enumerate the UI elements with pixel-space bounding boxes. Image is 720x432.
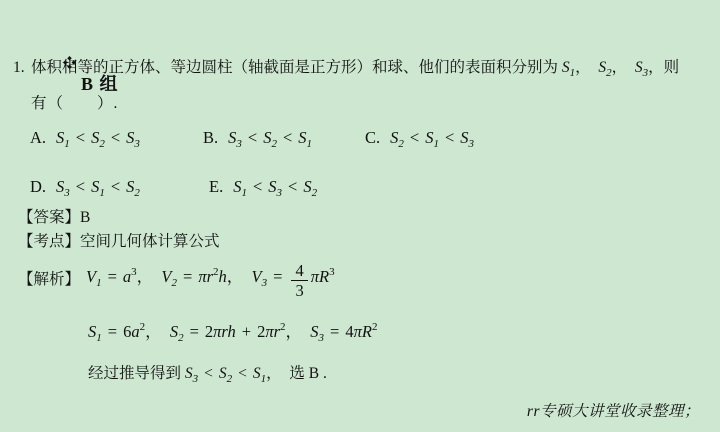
answer-tag: 【答案】	[18, 209, 81, 226]
option-d-label: D.	[30, 177, 47, 196]
option-d	[30, 175, 140, 205]
option-c	[365, 126, 474, 156]
surface-formulas: $S_1 = 6a^2$， $S_2 = 2\pi rh + 2\pi r^2$， $S_3 = 4\pi R^2$	[88, 321, 378, 344]
conclusion-line: 经过推导得到 $S_3 < S_2 < S_1$， 选 B .	[88, 365, 327, 385]
topic-line	[18, 230, 220, 254]
question-text-line2: 有（ ）.	[31, 95, 119, 112]
option-e-value: $S_1 < S_3 < S_2$	[233, 177, 318, 199]
option-e-label: E.	[209, 177, 224, 196]
option-d-value: $S_3 < S_1 < S_2$	[56, 177, 140, 199]
option-c-value: $S_2 < S_1 < S_3$	[390, 128, 475, 150]
topic-text: 空间几何体计算公式	[80, 233, 220, 250]
answer-value: B	[80, 209, 91, 226]
question-number: 1.	[13, 59, 25, 76]
option-e	[209, 175, 317, 205]
watermark-text: rr专硕大讲堂收录整理；	[526, 403, 700, 420]
analysis-line	[18, 253, 335, 307]
answer-line	[18, 206, 90, 230]
topic-tag: 【考点】	[18, 233, 81, 250]
section-title-text: B 组	[81, 74, 119, 94]
option-b	[203, 126, 312, 156]
option-b-label: B.	[203, 128, 219, 147]
question-text-line1: 体积相等的正方体、等边圆柱（轴截面是正方形）和球、他们的表面积分别为 $S_1$， $S_2$， $S_3$，则	[31, 59, 680, 79]
option-c-label: C.	[365, 128, 381, 147]
option-a	[30, 126, 140, 156]
option-b-value: $S_3 < S_2 < S_1$	[228, 128, 313, 150]
volume-formulas: $V_1 = a^3$， $V_2 = \pi r^2h$， $V_3$ = $\frac{4}{3}$ $\pi R^3$	[86, 261, 335, 301]
analysis-tag: 【解析】	[18, 271, 81, 288]
option-a-label: A.	[30, 128, 47, 147]
option-a-value: $S_1 < S_2 < S_3$	[56, 128, 140, 150]
